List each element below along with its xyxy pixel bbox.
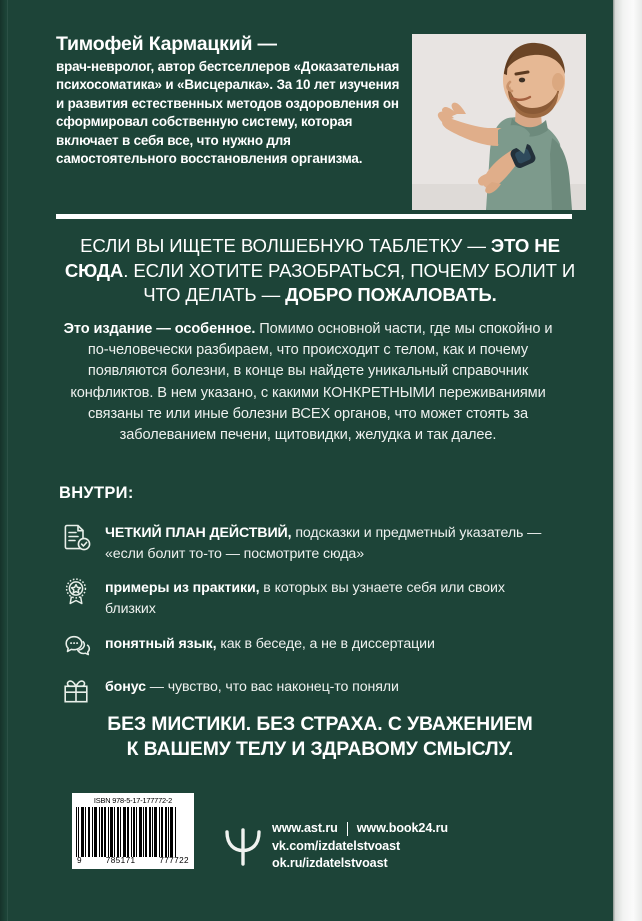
paragraph-body: Помимо основной части, где мы спокойно и по-человечески разбираем, что происходит с телом, как и почему появляются болезни, в конце вы найдете уникальный справочник конфликтов. В нем указано, с какими КОНКРЕТНЫМИ переживаниями связаны те или иные болезни ВСЕХ органов, что может стоять за заболеванием печени, щитовидки, желудка и так далее.: [70, 321, 553, 444]
links-line-1: [272, 820, 448, 838]
list-item-text: [105, 576, 559, 619]
publisher-links: [272, 820, 448, 873]
slogan-line-2: К ВАШЕМУ ТЕЛУ И ЗДРАВОМУ СМЫСЛУ.: [126, 738, 514, 760]
list-item-bold: бонус: [105, 679, 146, 695]
award-medal-icon: [59, 574, 93, 608]
document-check-icon: [59, 519, 93, 553]
list-item-rest: как в беседе, а не в диссертации: [216, 636, 435, 652]
barcode-digit-left: 9: [77, 856, 82, 865]
link-ast-site[interactable]: www.ast.ru: [272, 821, 338, 835]
closing-slogan: [46, 712, 594, 762]
headline-part-2: . ЕСЛИ ХОТИТЕ РАЗОБРАТЬСЯ, ПОЧЕМУ БОЛИТ И ЧТО ДЕЛАТЬ —: [123, 259, 576, 305]
list-item-text: [105, 675, 399, 698]
book-page-edge: [613, 0, 642, 921]
list-item: [59, 521, 559, 564]
author-photo: [412, 34, 586, 210]
list-item-rest: подсказки и предметный указатель — «если болит то-то — посмотрите сюда»: [105, 525, 542, 562]
list-item: [59, 576, 559, 619]
list-item-text: [105, 521, 559, 564]
link-separator: [347, 822, 348, 836]
inside-feature-list: [59, 521, 559, 717]
inner-rule: [7, 0, 8, 921]
list-item-text: [105, 632, 435, 655]
author-description: врач-невролог, автор бестселлеров «Доказательная психосоматика» и «Висцералка». За 10 лет изучения и развития естественных методов оздоровления он сформировал собственную систему, которая включает в себя все, что нужно для самостоятельного восстановления организма.: [56, 59, 400, 167]
headline: [46, 234, 594, 308]
spine-shadow: [0, 0, 6, 921]
list-item: [59, 675, 559, 707]
section-divider: [56, 214, 572, 219]
list-item-bold: примеры из практики,: [105, 580, 260, 596]
barcode-digit-right: 777722: [159, 856, 189, 865]
list-item: [59, 632, 559, 664]
slogan-line-1: БЕЗ МИСТИКИ. БЕЗ СТРАХА. С УВАЖЕНИЕМ: [107, 713, 533, 735]
paragraph-lead: Это издание — особенное.: [63, 321, 256, 337]
barcode-bars: [76, 807, 190, 857]
isbn-barcode: [72, 793, 194, 869]
isbn-label: ISBN 978-5-17-177772-2: [93, 796, 173, 805]
author-portrait-illustration: [412, 34, 586, 210]
headline-bold-1: ЭТО НЕ СЮДА: [64, 235, 560, 281]
inside-heading: ВНУТРИ:: [59, 484, 134, 502]
list-item-bold: понятный язык,: [105, 636, 217, 652]
gift-icon: [59, 673, 93, 707]
headline-bold-2: ДОБРО ПОЖАЛОВАТЬ.: [285, 284, 497, 305]
description-paragraph: [58, 319, 558, 446]
ast-psi-logo-icon: [221, 818, 265, 868]
link-ok[interactable]: ok.ru/izdatelstvoast: [272, 856, 388, 870]
headline-part-1: ЕСЛИ ВЫ ИЩЕТЕ ВОЛШЕБНУЮ ТАБЛЕТКУ —: [80, 235, 491, 256]
author-bio: [56, 32, 401, 168]
link-vk[interactable]: vk.com/izdatelstvoast: [272, 838, 401, 853]
list-item-bold: ЧЕТКИЙ ПЛАН ДЕЙСТВИЙ,: [105, 525, 292, 541]
barcode-digit-mid: 785171: [105, 856, 136, 865]
barcode-digits: [76, 856, 190, 865]
author-name: Тимофей Кармацкий —: [56, 33, 277, 55]
list-item-rest: в которых вы узнаете себя или своих близких: [105, 580, 505, 617]
link-book24-site[interactable]: www.book24.ru: [356, 821, 449, 835]
author-block: [56, 32, 586, 210]
speech-bubble-icon: [59, 630, 93, 664]
list-item-rest: — чувство, что вас наконец-то поняли: [145, 679, 399, 695]
